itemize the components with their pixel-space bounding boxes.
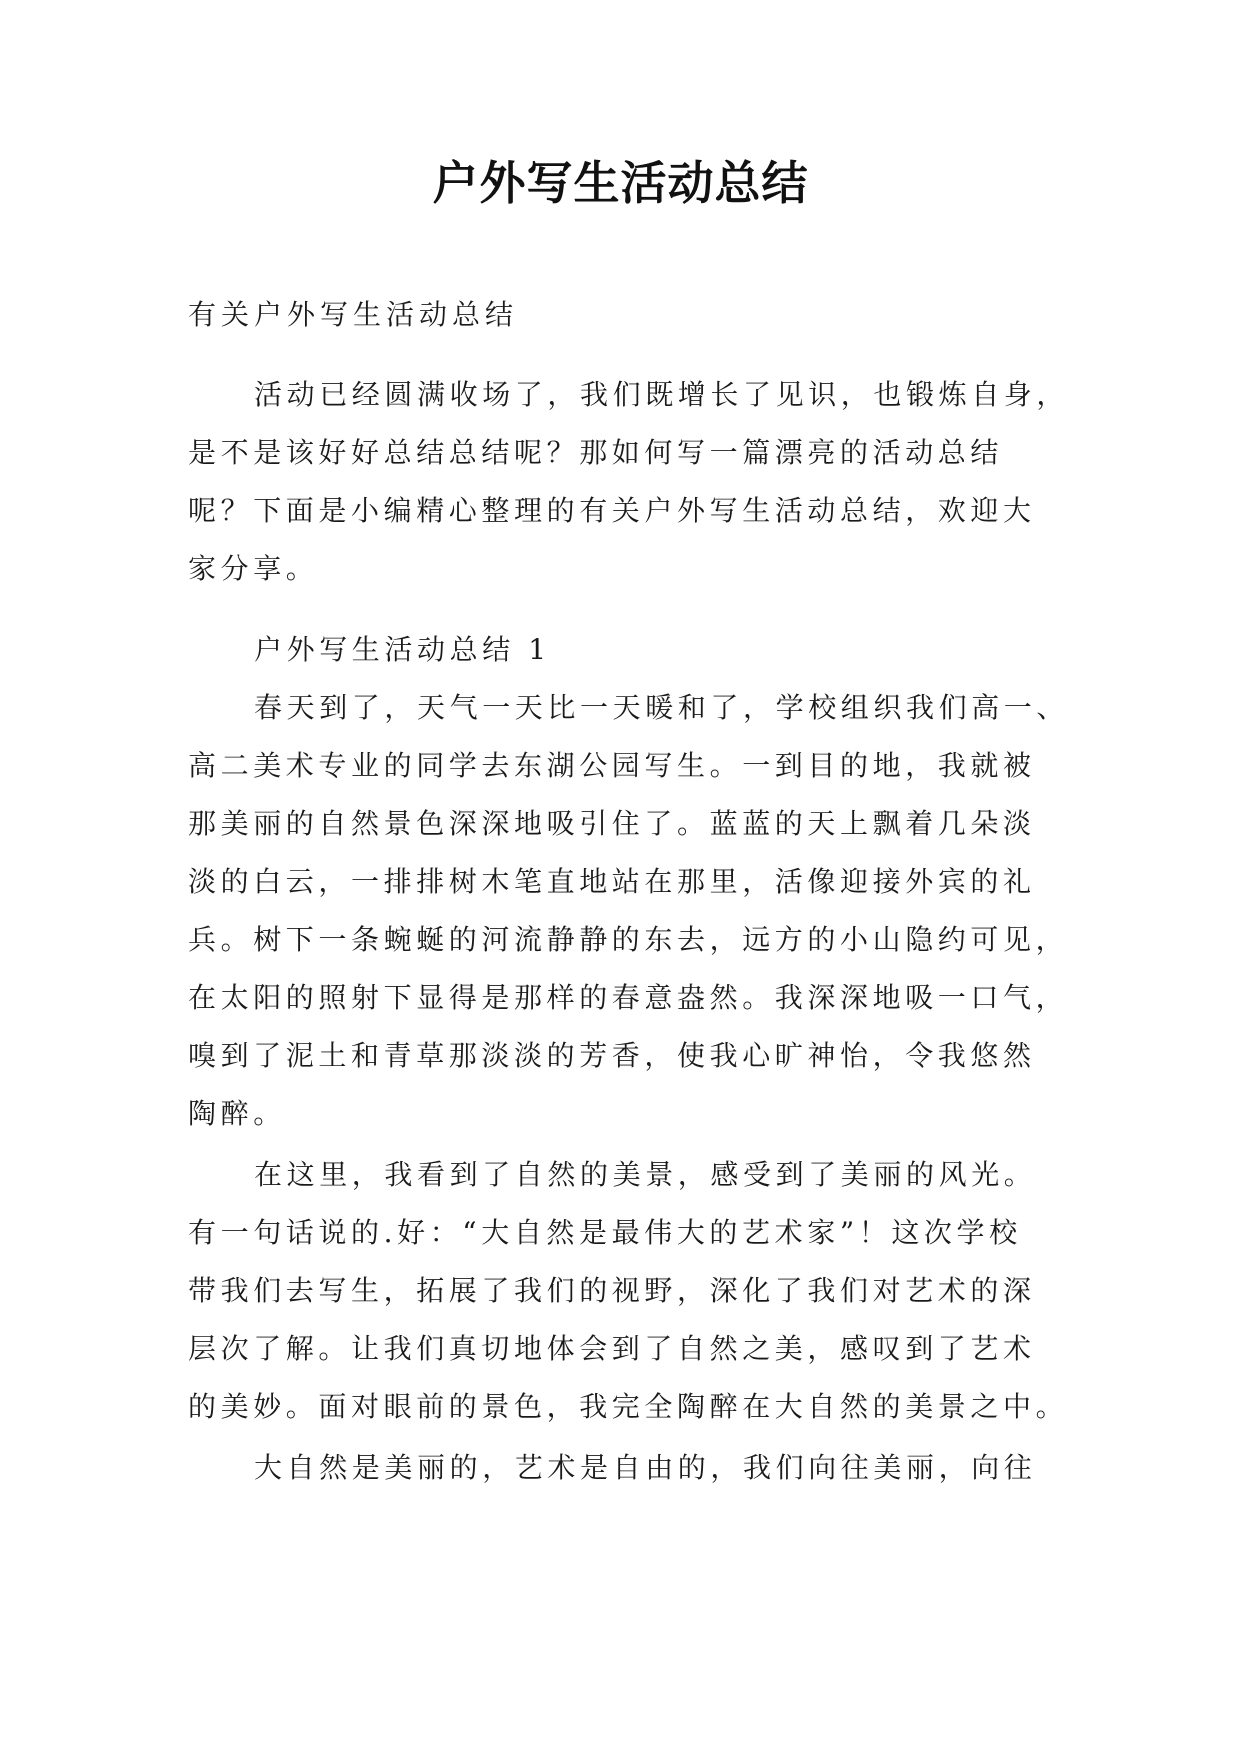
paragraph-line: 大自然是美丽的，艺术是自由的，我们向往美丽，向往 [254,1451,1037,1484]
intro-line: 活动已经圆满收场了，我们既增长了见识，也锻炼自身， [254,378,1070,411]
paragraph-line: 春天到了，天气一天比一天暖和了，学校组织我们高一、 [254,691,1070,724]
paragraph-line: 的美妙。面对眼前的景色，我完全陶醉在大自然的美景之中。 [188,1390,1069,1423]
paragraph-line: 嗅到了泥土和青草那淡淡的芳香，使我心旷神怡，令我悠然 [188,1039,1036,1072]
paragraph-line: 陶醉。 [188,1097,286,1130]
document-subtitle: 有关户外写生活动总结 [188,298,519,331]
intro-line: 是不是该好好总结总结呢？那如何写一篇漂亮的活动总结 [188,436,1004,469]
paragraph-line: 那美丽的自然景色深深地吸引住了。蓝蓝的天上飘着几朵淡 [188,807,1036,840]
paragraph-line: 层次了解。让我们真切地体会到了自然之美，感叹到了艺术 [188,1332,1036,1365]
paragraph-line: 淡的白云，一排排树木笔直地站在那里，活像迎接外宾的礼 [188,865,1036,898]
intro-line: 家分享。 [188,552,319,585]
paragraph-line: 有一句话说的.好：“大自然是最伟大的艺术家”！这次学校 [188,1216,1022,1249]
intro-line: 呢？下面是小编精心整理的有关户外写生活动总结，欢迎大 [188,494,1036,527]
paragraph-line: 在太阳的照射下显得是那样的春意盎然。我深深地吸一口气， [188,981,1069,1014]
paragraph-line: 在这里，我看到了自然的美景，感受到了美丽的风光。 [254,1158,1037,1191]
paragraph-line: 兵。树下一条蜿蜒的河流静静的东去，远方的小山隐约可见， [188,923,1069,956]
document-title: 户外写生活动总结 [432,156,809,210]
paragraph-line: 高二美术专业的同学去东湖公园写生。一到目的地，我就被 [188,749,1036,782]
section-heading: 户外写生活动总结 1 [254,633,551,666]
paragraph-line: 带我们去写生，拓展了我们的视野，深化了我们对艺术的深 [188,1274,1036,1307]
